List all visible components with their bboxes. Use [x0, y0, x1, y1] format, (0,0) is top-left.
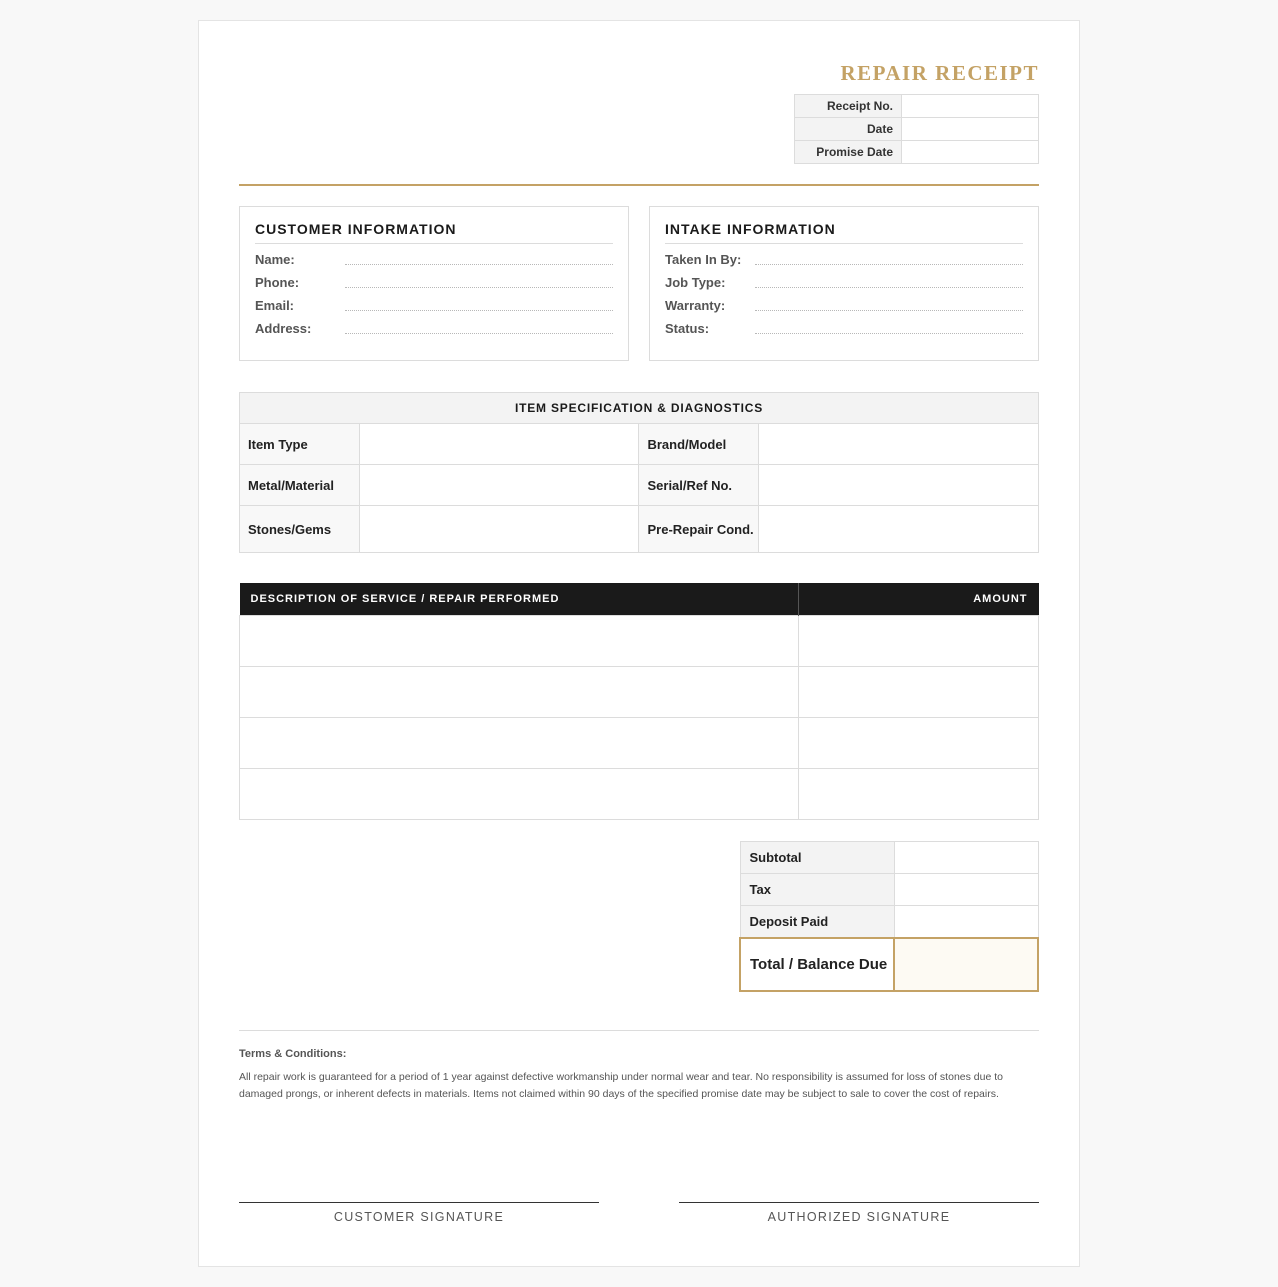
- page-title: REPAIR RECEIPT: [840, 61, 1039, 85]
- subtotal-field[interactable]: [894, 842, 1038, 874]
- customer-signature-line[interactable]: [239, 1202, 599, 1224]
- field-label: Taken In By:: [665, 252, 742, 267]
- customer-name-field[interactable]: [345, 251, 613, 265]
- table-row: [240, 666, 1039, 717]
- spec-row: [240, 506, 1039, 553]
- spec-row: [240, 424, 1039, 465]
- meta-label: Receipt No.: [795, 95, 902, 118]
- balance-due-row: [740, 938, 1038, 991]
- metal-material-field[interactable]: [359, 465, 639, 506]
- brand-model-field[interactable]: [759, 424, 1039, 465]
- tax-label: Tax: [740, 874, 894, 906]
- service-amount-cell[interactable]: [799, 615, 1039, 666]
- customer-address-field[interactable]: [345, 320, 613, 334]
- intake-job-type-row: [665, 267, 1023, 290]
- meta-row-date: [795, 118, 1039, 141]
- customer-signature-label: CUSTOMER SIGNATURE: [333, 1210, 505, 1224]
- table-row: [240, 717, 1039, 768]
- spec-label: Item Type: [240, 424, 360, 465]
- spec-label: Metal/Material: [240, 465, 360, 506]
- customer-info-box: [239, 206, 629, 361]
- customer-phone-field[interactable]: [345, 274, 613, 288]
- field-label: Status:: [665, 321, 710, 336]
- deposit-label: Deposit Paid: [740, 906, 894, 938]
- pre-repair-cond-field[interactable]: [759, 506, 1039, 553]
- customer-address-row: [255, 313, 613, 336]
- deposit-row: [740, 906, 1038, 938]
- service-description-cell[interactable]: [240, 768, 799, 819]
- authorized-signature-line[interactable]: [679, 1202, 1039, 1224]
- promise-date-field[interactable]: [902, 141, 1039, 164]
- spec-header-row: [240, 393, 1039, 424]
- taken-in-by-field[interactable]: [755, 251, 1023, 265]
- status-field[interactable]: [755, 320, 1023, 334]
- date-field[interactable]: [902, 118, 1039, 141]
- terms-title: Terms & Conditions:: [239, 1048, 347, 1060]
- customer-info-heading: CUSTOMER INFORMATION: [255, 221, 613, 244]
- service-amount-cell[interactable]: [799, 768, 1039, 819]
- field-label: Name:: [255, 252, 295, 267]
- tax-field[interactable]: [894, 874, 1038, 906]
- subtotal-label: Subtotal: [740, 842, 894, 874]
- terms-divider: [239, 1030, 1039, 1031]
- intake-taken-by-row: [665, 244, 1023, 267]
- field-label: Phone:: [255, 275, 300, 290]
- service-header-row: [240, 583, 1039, 615]
- service-description-cell[interactable]: [240, 615, 799, 666]
- header-divider: [239, 184, 1039, 186]
- balance-due-field[interactable]: [894, 938, 1038, 991]
- balance-due-label: Total / Balance Due: [740, 938, 894, 991]
- terms-body: All repair work is guaranteed for a period of 1 year against defective workmanship under normal wear and tear. No responsibility is assumed for loss of stones due to damaged prongs, or inherent defects in materials. Items not claimed within 90 days of the specified promise date may be subject to sale to cover the cost of repairs.: [239, 1071, 1003, 1100]
- intake-status-row: [665, 313, 1023, 336]
- customer-phone-row: [255, 267, 613, 290]
- meta-row-promise-date: [795, 141, 1039, 164]
- warranty-field[interactable]: [755, 297, 1023, 311]
- receipt-no-field[interactable]: [902, 95, 1039, 118]
- spec-label: Pre-Repair Cond.: [639, 506, 759, 553]
- spec-label: Brand/Model: [639, 424, 759, 465]
- field-label: Job Type:: [665, 275, 726, 290]
- deposit-field[interactable]: [894, 906, 1038, 938]
- meta-label: Promise Date: [795, 141, 902, 164]
- intake-info-heading: INTAKE INFORMATION: [665, 221, 1023, 244]
- receipt-page: [198, 20, 1080, 1267]
- field-label: Address:: [255, 321, 312, 336]
- spec-label: Serial/Ref No.: [639, 465, 759, 506]
- table-row: [240, 615, 1039, 666]
- spec-row: [240, 465, 1039, 506]
- meta-label: Date: [795, 118, 902, 141]
- service-table: [239, 583, 1039, 820]
- customer-name-row: [255, 244, 613, 267]
- table-row: [240, 768, 1039, 819]
- amount-column-header: AMOUNT: [799, 583, 1039, 615]
- receipt-meta-table: [794, 94, 1039, 164]
- meta-row-receipt-no: [795, 95, 1039, 118]
- serial-ref-field[interactable]: [759, 465, 1039, 506]
- intake-info-box: [649, 206, 1039, 361]
- customer-email-field[interactable]: [345, 297, 613, 311]
- job-type-field[interactable]: [755, 274, 1023, 288]
- subtotal-row: [740, 842, 1038, 874]
- service-amount-cell[interactable]: [799, 666, 1039, 717]
- item-spec-table: [239, 392, 1039, 553]
- customer-email-row: [255, 290, 613, 313]
- authorized-signature-label: AUTHORIZED SIGNATURE: [767, 1210, 951, 1224]
- service-amount-cell[interactable]: [799, 717, 1039, 768]
- description-column-header: DESCRIPTION OF SERVICE / REPAIR PERFORMED: [240, 583, 799, 615]
- totals-table: [739, 841, 1039, 992]
- tax-row: [740, 874, 1038, 906]
- service-description-cell[interactable]: [240, 666, 799, 717]
- field-label: Warranty:: [665, 298, 726, 313]
- field-label: Email:: [255, 298, 295, 313]
- spec-heading: ITEM SPECIFICATION & DIAGNOSTICS: [240, 393, 1039, 424]
- spec-label: Stones/Gems: [240, 506, 360, 553]
- service-description-cell[interactable]: [240, 717, 799, 768]
- stones-gems-field[interactable]: [359, 506, 639, 553]
- intake-warranty-row: [665, 290, 1023, 313]
- item-type-field[interactable]: [359, 424, 639, 465]
